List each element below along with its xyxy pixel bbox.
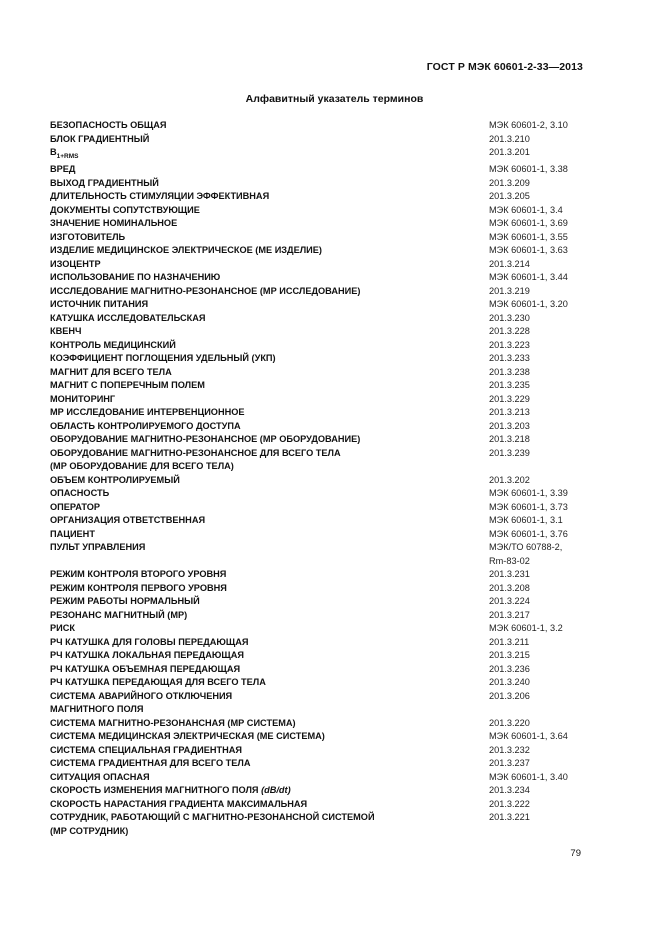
entry-term-text: ОБЪЕМ КОНТРОЛИРУЕМЫЙ — [50, 474, 180, 485]
entry-term — [50, 433, 470, 447]
entry-term — [50, 487, 470, 501]
index-entry — [50, 771, 585, 785]
entry-term-italic: (dB/dt) — [261, 785, 291, 796]
entry-reference: МЭК 60601-1, 3.40 — [489, 771, 568, 782]
index-entry — [50, 528, 585, 542]
entry-reference: 201.3.214 — [489, 258, 530, 269]
entry-term-text: ИЗДЕЛИЕ МЕДИЦИНСКОЕ ЭЛЕКТРИЧЕСКОЕ (МЕ ИЗДЕЛИЕ) — [50, 245, 322, 256]
entry-term-text: ЗНАЧЕНИЕ НОМИНАЛЬНОЕ — [50, 218, 178, 229]
entry-term-text: ДОКУМЕНТЫ СОПУТСТВУЮЩИЕ — [50, 204, 200, 215]
entry-term — [50, 231, 470, 245]
entry-term-text: РЕЖИМ КОНТРОЛЯ ПЕРВОГО УРОВНЯ — [50, 582, 227, 593]
entry-term-text: СОТРУДНИК, РАБОТАЮЩИЙ С МАГНИТНО-РЕЗОНАНСНОЙ СИСТЕМОЙ (МР СОТРУДНИК) — [50, 812, 375, 836]
entry-term-text: СИСТЕМА ГРАДИЕНТНАЯ ДЛЯ ВСЕГО ТЕЛА — [50, 758, 251, 769]
index-entry — [50, 663, 585, 677]
entry-reference: 201.3.232 — [489, 744, 530, 755]
entry-reference: 201.3.237 — [489, 758, 530, 769]
entry-reference: МЭК 60601-1, 3.64 — [489, 731, 568, 742]
entry-term — [50, 244, 470, 258]
entry-term-text: ОБЛАСТЬ КОНТРОЛИРУЕМОГО ДОСТУПА — [50, 420, 241, 431]
index-entry — [50, 798, 585, 812]
index-entry — [50, 177, 585, 191]
entry-reference: 201.3.228 — [489, 326, 530, 337]
entry-reference: 201.3.218 — [489, 434, 530, 445]
index-entry — [50, 433, 585, 447]
entry-reference: 201.3.236 — [489, 663, 530, 674]
entry-term-text: БЛОК ГРАДИЕНТНЫЙ — [50, 133, 150, 144]
entry-term — [50, 298, 470, 312]
index-entry — [50, 379, 585, 393]
index-entry — [50, 163, 585, 177]
entry-term-text: ИСТОЧНИК ПИТАНИЯ — [50, 299, 149, 310]
index-entry — [50, 676, 585, 690]
entry-term-text: ОПЕРАТОР — [50, 501, 101, 512]
index-entry — [50, 636, 585, 650]
index-entry — [50, 568, 585, 582]
entry-reference: 201.3.240 — [489, 677, 530, 688]
entry-term-text: РЧ КАТУШКА ДЛЯ ГОЛОВЫ ПЕРЕДАЮЩАЯ — [50, 636, 249, 647]
index-entry — [50, 406, 585, 420]
entry-term — [50, 609, 470, 623]
entry-term — [50, 730, 470, 744]
entry-term-text: РИСК — [50, 623, 75, 634]
entry-term-text: КАТУШКА ИССЛЕДОВАТЕЛЬСКАЯ — [50, 312, 206, 323]
index-entry — [50, 784, 585, 798]
entry-reference: 201.3.210 — [489, 133, 530, 144]
entry-reference: 201.3.221 — [489, 812, 530, 823]
entry-term-text: B — [50, 147, 57, 157]
entry-term-text: СИСТЕМА АВАРИЙНОГО ОТКЛЮЧЕНИЯ МАГНИТНОГО ПОЛЯ — [50, 690, 233, 715]
entry-term-text: ВРЕД — [50, 164, 76, 175]
entry-reference: 201.3.205 — [489, 191, 530, 202]
entry-term-text: СКОРОСТЬ ИЗМЕНЕНИЯ МАГНИТНОГО ПОЛЯ — [50, 785, 262, 796]
index-entry — [50, 325, 585, 339]
index-entry — [50, 352, 585, 366]
entry-term — [50, 285, 470, 299]
entry-term — [50, 177, 470, 191]
entry-term — [50, 420, 470, 434]
entry-term-text: ОБОРУДОВАНИЕ МАГНИТНО-РЕЗОНАНСНОЕ (МР ОБОРУДОВАНИЕ) — [50, 434, 361, 445]
index-entry — [50, 501, 585, 515]
entry-reference: МЭК 60601-1, 3.1 — [489, 515, 563, 526]
index-entry — [50, 582, 585, 596]
entry-reference: МЭК 60601-1, 3.73 — [489, 501, 568, 512]
entry-term — [50, 757, 470, 771]
entry-term-text: МР ИССЛЕДОВАНИЕ ИНТЕРВЕНЦИОННОЕ — [50, 407, 245, 418]
entry-reference: МЭК 60601-1, 3.76 — [489, 528, 568, 539]
entry-reference: МЭК 60601-1, 3.38 — [489, 164, 568, 175]
entry-term — [50, 514, 470, 528]
entry-reference: 201.3.231 — [489, 569, 530, 580]
entry-term — [50, 393, 470, 407]
entry-term — [50, 582, 470, 596]
entry-reference: 201.3.222 — [489, 798, 530, 809]
entry-term-text: ПАЦИЕНТ — [50, 528, 95, 539]
entry-term — [50, 271, 470, 285]
index-entry — [50, 271, 585, 285]
entry-term-text: РЕЖИМ РАБОТЫ НОРМАЛЬНЫЙ — [50, 596, 200, 607]
entry-term-text: КОНТРОЛЬ МЕДИЦИНСКИЙ — [50, 339, 176, 350]
entry-term — [50, 811, 470, 838]
entry-term-text: ОРГАНИЗАЦИЯ ОТВЕТСТВЕННАЯ — [50, 515, 206, 526]
entry-term — [50, 717, 470, 731]
entry-term-text: РЧ КАТУШКА ЛОКАЛЬНАЯ ПЕРЕДАЮЩАЯ — [50, 650, 244, 661]
entry-reference: 201.3.209 — [489, 177, 530, 188]
entry-reference: 201.3.206 — [489, 690, 530, 701]
index-entry — [50, 690, 585, 717]
entry-reference: 201.3.229 — [489, 393, 530, 404]
index-entry — [50, 622, 585, 636]
entry-term-text: ИЗОЦЕНТР — [50, 258, 101, 269]
index-entry — [50, 312, 585, 326]
entry-reference: 201.3.201 — [489, 147, 530, 157]
index-entry — [50, 744, 585, 758]
entry-term — [50, 325, 470, 339]
term-index-list — [50, 119, 585, 838]
entry-reference: 201.3.234 — [489, 785, 530, 796]
entry-term-text: ОПАСНОСТЬ — [50, 488, 110, 499]
entry-reference: 201.3.203 — [489, 420, 530, 431]
entry-term-text: РЧ КАТУШКА ОБЪЕМНАЯ ПЕРЕДАЮЩАЯ — [50, 663, 241, 674]
entry-term — [50, 146, 470, 163]
entry-term — [50, 163, 470, 177]
index-entry — [50, 514, 585, 528]
index-entry — [50, 474, 585, 488]
entry-reference: 201.3.208 — [489, 582, 530, 593]
index-entry — [50, 190, 585, 204]
index-entry — [50, 757, 585, 771]
entry-term — [50, 119, 470, 133]
entry-term-text: ИССЛЕДОВАНИЕ МАГНИТНО-РЕЗОНАНСНОЕ (МР ИССЛЕДОВАНИЕ) — [50, 285, 361, 296]
entry-term-subscript: 1+RMS — [56, 152, 79, 160]
entry-reference: 201.3.215 — [489, 650, 530, 661]
entry-term — [50, 474, 470, 488]
entry-term — [50, 690, 470, 717]
entry-reference: МЭК 60601-1, 3.63 — [489, 245, 568, 256]
entry-term — [50, 541, 470, 555]
entry-term-text: ВЫХОД ГРАДИЕНТНЫЙ — [50, 177, 159, 188]
entry-term — [50, 406, 470, 420]
entry-term — [50, 379, 470, 393]
entry-term-text: БЕЗОПАСНОСТЬ ОБЩАЯ — [50, 120, 167, 130]
entry-term-text: КОЭФФИЦИЕНТ ПОГЛОЩЕНИЯ УДЕЛЬНЫЙ (УКП) — [50, 353, 276, 364]
index-entry — [50, 217, 585, 231]
entry-term — [50, 217, 470, 231]
entry-reference: 201.3.220 — [489, 717, 530, 728]
entry-reference: МЭК 60601-1, 3.2 — [489, 623, 563, 634]
entry-term-text: РЕЖИМ КОНТРОЛЯ ВТОРОГО УРОВНЯ — [50, 569, 227, 580]
entry-term — [50, 636, 470, 650]
index-entry — [50, 366, 585, 380]
entry-term-text: ДЛИТЕЛЬНОСТЬ СТИМУЛЯЦИИ ЭФФЕКТИВНАЯ — [50, 191, 270, 202]
entry-term-text: МАГНИТ ДЛЯ ВСЕГО ТЕЛА — [50, 366, 172, 377]
index-entry — [50, 204, 585, 218]
index-entry — [50, 541, 585, 568]
entry-reference: МЭК 60601-1, 3.4 — [489, 204, 563, 215]
index-entry — [50, 717, 585, 731]
index-entry — [50, 609, 585, 623]
entry-term-text: СИСТЕМА СПЕЦИАЛЬНАЯ ГРАДИЕНТНАЯ — [50, 744, 243, 755]
entry-reference: МЭК 60601-1, 3.44 — [489, 272, 568, 283]
entry-term-text: ИЗГОТОВИТЕЛЬ — [50, 231, 126, 242]
entry-term-text: ИСПОЛЬЗОВАНИЕ ПО НАЗНАЧЕНИЮ — [50, 272, 221, 283]
entry-term — [50, 447, 470, 474]
entry-term-text: МОНИТОРИНГ — [50, 393, 116, 404]
entry-term — [50, 366, 470, 380]
entry-term — [50, 744, 470, 758]
entry-reference: 201.3.230 — [489, 312, 530, 323]
entry-term — [50, 190, 470, 204]
entry-term — [50, 568, 470, 582]
entry-reference: 201.3.213 — [489, 407, 530, 418]
entry-reference: 201.3.238 — [489, 366, 530, 377]
entry-reference: 201.3.217 — [489, 609, 530, 620]
entry-term-text: ОБОРУДОВАНИЕ МАГНИТНО-РЕЗОНАНСНОЕ ДЛЯ ВСЕГО ТЕЛА (МР ОБОРУДОВАНИЕ ДЛЯ ВСЕГО ТЕЛА) — [50, 447, 341, 472]
entry-term — [50, 595, 470, 609]
entry-term — [50, 663, 470, 677]
entry-term-text: СКОРОСТЬ НАРАСТАНИЯ ГРАДИЕНТА МАКСИМАЛЬНАЯ — [50, 798, 308, 809]
entry-term — [50, 528, 470, 542]
index-entry — [50, 119, 585, 133]
entry-term-text: СИСТЕМА МЕДИЦИНСКАЯ ЭЛЕКТРИЧЕСКАЯ (МЕ СИСТЕМА) — [50, 731, 325, 742]
entry-term — [50, 676, 470, 690]
index-entry — [50, 231, 585, 245]
entry-term — [50, 798, 470, 812]
index-entry — [50, 133, 585, 147]
index-entry — [50, 339, 585, 353]
index-entry — [50, 244, 585, 258]
entry-reference: МЭК 60601-1, 3.69 — [489, 218, 568, 229]
index-title: Алфавитный указатель терминов — [245, 93, 424, 105]
index-entry — [50, 146, 585, 163]
entry-reference: 201.3.235 — [489, 380, 530, 391]
index-entry — [50, 730, 585, 744]
entry-term-text: РЕЗОНАНС МАГНИТНЫЙ (МР) — [50, 609, 188, 620]
index-entry — [50, 811, 585, 838]
index-entry — [50, 298, 585, 312]
entry-term — [50, 258, 470, 272]
entry-term — [50, 784, 470, 798]
page-number: 79 — [570, 848, 581, 859]
entry-reference: МЭК 60601-1, 3.39 — [489, 488, 568, 499]
index-entry — [50, 595, 585, 609]
entry-reference: МЭК/ТО 60788-2, Rm-83-02 — [489, 542, 563, 566]
entry-reference: 201.3.239 — [489, 447, 530, 458]
index-entry — [50, 393, 585, 407]
entry-term — [50, 622, 470, 636]
entry-reference: МЭК 60601-2, 3.10 — [489, 120, 568, 130]
entry-term — [50, 204, 470, 218]
entry-term — [50, 133, 470, 147]
index-entry — [50, 487, 585, 501]
entry-reference: 201.3.224 — [489, 596, 530, 607]
entry-term-text: МАГНИТ С ПОПЕРЕЧНЫМ ПОЛЕМ — [50, 380, 205, 391]
index-entry — [50, 447, 585, 474]
entry-term-text: КВЕНЧ — [50, 326, 82, 337]
entry-term — [50, 771, 470, 785]
index-entry — [50, 258, 585, 272]
entry-term — [50, 649, 470, 663]
entry-term — [50, 352, 470, 366]
entry-term-text: ПУЛЬТ УПРАВЛЕНИЯ — [50, 542, 146, 553]
entry-reference: 201.3.202 — [489, 474, 530, 485]
entry-reference: 201.3.211 — [489, 636, 530, 647]
entry-term-text: РЧ КАТУШКА ПЕРЕДАЮЩАЯ ДЛЯ ВСЕГО ТЕЛА — [50, 677, 266, 688]
entry-term-text: СИСТЕМА МАГНИТНО-РЕЗОНАНСНАЯ (МР СИСТЕМА) — [50, 717, 296, 728]
index-entry — [50, 285, 585, 299]
entry-term — [50, 312, 470, 326]
index-entry — [50, 649, 585, 663]
entry-term — [50, 501, 470, 515]
document-header: ГОСТ Р МЭК 60601-2-33—2013 — [426, 61, 583, 73]
entry-reference: 201.3.223 — [489, 339, 530, 350]
entry-term — [50, 339, 470, 353]
entry-reference: МЭК 60601-1, 3.20 — [489, 299, 568, 310]
entry-term-text: СИТУАЦИЯ ОПАСНАЯ — [50, 771, 150, 782]
entry-reference: 201.3.219 — [489, 285, 530, 296]
index-entry — [50, 420, 585, 434]
entry-reference: МЭК 60601-1, 3.55 — [489, 231, 568, 242]
entry-reference: 201.3.233 — [489, 353, 530, 364]
